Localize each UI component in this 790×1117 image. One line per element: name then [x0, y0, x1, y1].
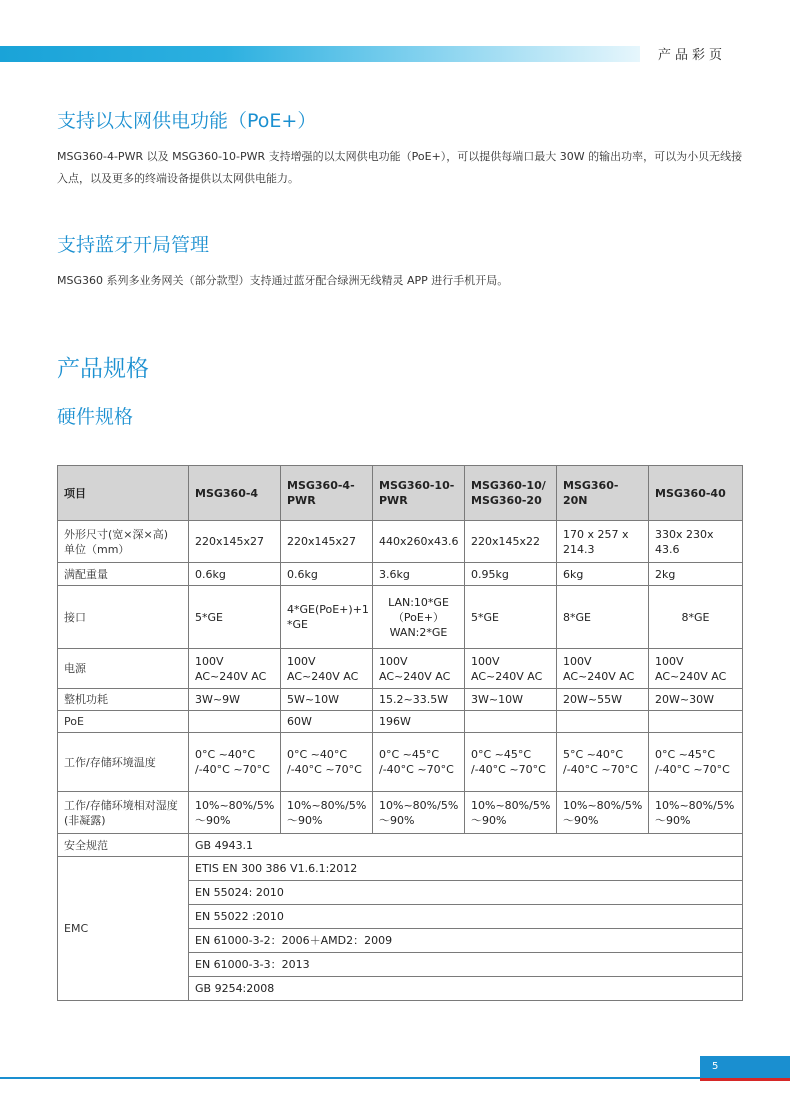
table-cell: 15.2~33.5W [373, 689, 465, 711]
table-cell: 0.6kg [189, 563, 281, 586]
table-cell: 10%~80%/5% ～90% [465, 792, 557, 834]
row-label: 安全规范 [58, 834, 189, 857]
header-cell: MSG360-20N [557, 466, 649, 521]
table-cell: 0°C ~45°C /-40°C ~70°C [649, 733, 743, 792]
row-label: 工作/存储环境相对湿度(非凝露) [58, 792, 189, 834]
header-cell: MSG360-10-PWR [373, 466, 465, 521]
table-cell: 10%~80%/5% ～90% [557, 792, 649, 834]
row-label: 满配重量 [58, 563, 189, 586]
table-cell: 0.95kg [465, 563, 557, 586]
table-row [58, 689, 743, 711]
table-cell: 0°C ~45°C /-40°C ~70°C [465, 733, 557, 792]
poe-section-title: 支持以太网供电功能（PoE+） [57, 110, 317, 132]
table-cell [465, 711, 557, 733]
table-cell: 4*GE(PoE+)+1 *GE [281, 586, 373, 649]
table-cell: 6kg [557, 563, 649, 586]
table-cell: 3W~10W [465, 689, 557, 711]
table-cell [557, 711, 649, 733]
table-cell: 10%~80%/5% ～90% [373, 792, 465, 834]
table-cell: 170 x 257 x 214.3 [557, 521, 649, 563]
row-label: EMC [58, 857, 189, 1001]
table-cell: EN 61000-3-3：2013 [189, 953, 743, 977]
row-label: 工作/存储环境温度 [58, 733, 189, 792]
table-cell: 100V AC~240V AC [281, 649, 373, 689]
table-cell: LAN:10*GE （PoE+） WAN:2*GE [373, 586, 465, 649]
table-row [58, 521, 743, 563]
table-cell: 3W~9W [189, 689, 281, 711]
hardware-spec-table [57, 465, 743, 1001]
table-row [58, 649, 743, 689]
table-cell: 100V AC~240V AC [465, 649, 557, 689]
table-cell: 0°C ~40°C /-40°C ~70°C [189, 733, 281, 792]
row-label: 接口 [58, 586, 189, 649]
table-row [58, 834, 743, 857]
table-cell: 8*GE [649, 586, 743, 649]
table-header-row [58, 466, 743, 521]
header-cell: MSG360-4 [189, 466, 281, 521]
header-cell: MSG360-10/ MSG360-20 [465, 466, 557, 521]
table-cell: 196W [373, 711, 465, 733]
footer-accent [700, 1078, 790, 1081]
table-cell: 10%~80%/5% ～90% [281, 792, 373, 834]
table-cell: GB 9254:2008 [189, 977, 743, 1001]
table-cell: 10%~80%/5% ～90% [649, 792, 743, 834]
table-cell: 440x260x43.6 [373, 521, 465, 563]
table-row [58, 711, 743, 733]
table-cell: 20W~30W [649, 689, 743, 711]
table-cell: 5W~10W [281, 689, 373, 711]
table-row [58, 733, 743, 792]
row-label: 整机功耗 [58, 689, 189, 711]
table-cell: 100V AC~240V AC [649, 649, 743, 689]
table-cell: 20W~55W [557, 689, 649, 711]
table-cell: 10%~80%/5% ～90% [189, 792, 281, 834]
table-cell: 220x145x22 [465, 521, 557, 563]
header-cell: 项目 [58, 466, 189, 521]
table-cell: 100V AC~240V AC [189, 649, 281, 689]
table-cell: EN 55024: 2010 [189, 881, 743, 905]
table-cell: EN 61000-3-2：2006＋AMD2：2009 [189, 929, 743, 953]
table-cell [649, 711, 743, 733]
table-cell: 220x145x27 [189, 521, 281, 563]
table-cell [189, 711, 281, 733]
table-cell: 2kg [649, 563, 743, 586]
row-label: 电源 [58, 649, 189, 689]
row-label: 外形尺寸(宽×深×高) 单位（mm） [58, 521, 189, 563]
header-cell: MSG360-4-PWR [281, 466, 373, 521]
table-cell: 8*GE [557, 586, 649, 649]
table-cell: 0°C ~45°C /-40°C ~70°C [373, 733, 465, 792]
table-cell: 3.6kg [373, 563, 465, 586]
header-cell: MSG360-40 [649, 466, 743, 521]
header-label: 产品彩页 [658, 48, 727, 63]
table-cell: ETIS EN 300 386 V1.6.1:2012 [189, 857, 743, 881]
table-row [58, 586, 743, 649]
table-cell: 220x145x27 [281, 521, 373, 563]
specs-subtitle: 硬件规格 [57, 406, 134, 428]
table-row [58, 792, 743, 834]
table-cell: 330x 230x 43.6 [649, 521, 743, 563]
specs-title: 产品规格 [57, 356, 149, 382]
table-cell: GB 4943.1 [189, 834, 743, 857]
row-label: PoE [58, 711, 189, 733]
table-cell: 0.6kg [281, 563, 373, 586]
poe-section-body: MSG360-4-PWR 以及 MSG360-10-PWR 支持增强的以太网供电功能（PoE+），可以提供每端口最大 30W 的输出功率，可以为小贝无线接入点，以及更多的终端设备提供以太网供电能力。 [57, 150, 743, 185]
page-number: 5 [700, 1056, 790, 1078]
header-gradient-bar [0, 46, 640, 62]
table-cell: 5*GE [189, 586, 281, 649]
table-cell: 60W [281, 711, 373, 733]
table-row [58, 563, 743, 586]
table-cell: 5°C ~40°C /-40°C ~70°C [557, 733, 649, 792]
table-cell: 100V AC~240V AC [557, 649, 649, 689]
bluetooth-section-body: MSG360 系列多业务网关（部分款型）支持通过蓝牙配合绿洲无线精灵 APP 进行手机开局。 [57, 274, 509, 287]
table-cell: 0°C ~40°C /-40°C ~70°C [281, 733, 373, 792]
table-cell: EN 55022 :2010 [189, 905, 743, 929]
table-cell: 100V AC~240V AC [373, 649, 465, 689]
table-cell: 5*GE [465, 586, 557, 649]
footer-line [0, 1077, 700, 1079]
bluetooth-section-title: 支持蓝牙开局管理 [57, 234, 210, 256]
table-row [58, 857, 743, 881]
